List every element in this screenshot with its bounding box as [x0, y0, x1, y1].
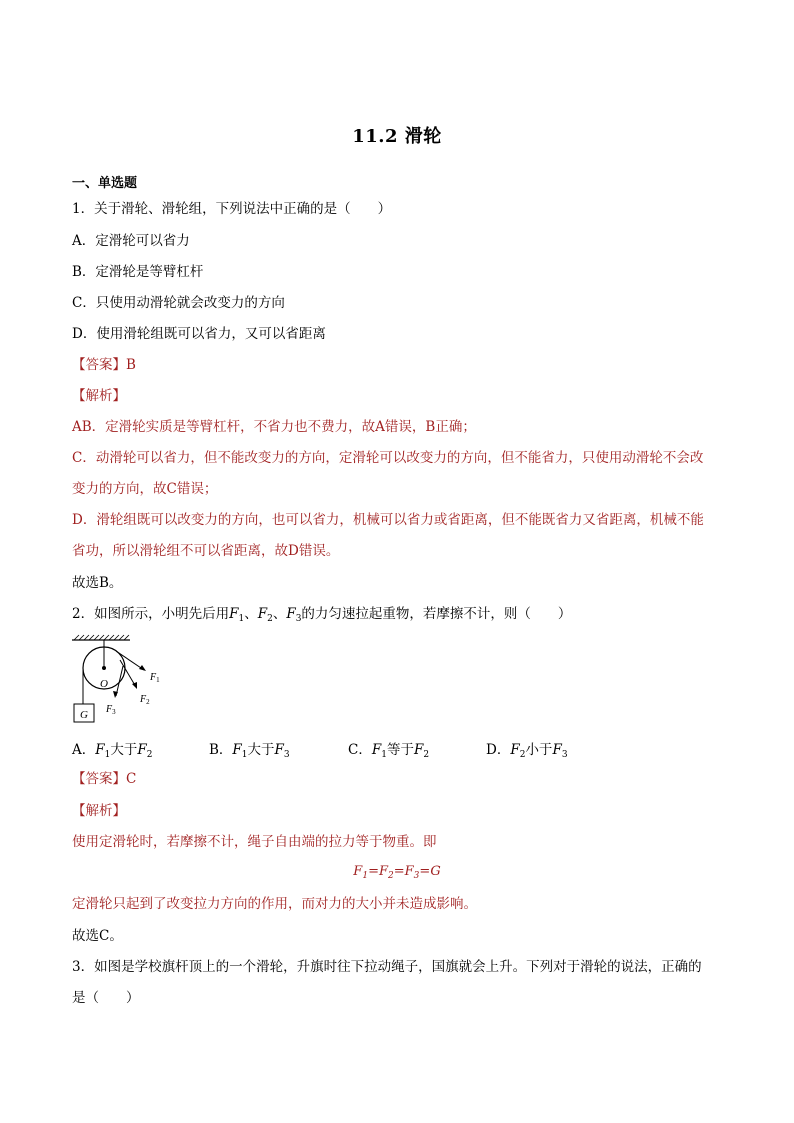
f2-label [139, 694, 150, 706]
q2-analysis: 使用定滑轮时，若摩擦不计，绳子自由端的拉力等于物重。即 [72, 834, 437, 850]
q1-analysis-label: 【解析】 [72, 388, 126, 404]
q2-analysis-label: 【解析】 [72, 803, 126, 819]
q2-option-c: C．$F_1$等于$F_2$ [348, 742, 430, 760]
q3-stem-line: 是（ ） [72, 990, 140, 1006]
q1-conclusion: 故选B。 [72, 575, 123, 591]
f3-label [105, 704, 116, 716]
f1-label [149, 672, 160, 684]
q1-analysis-line: 变力的方向，故C错误； [72, 481, 218, 497]
q2-option-b: B．$F_1$大于$F_3$ [209, 742, 290, 760]
q2-option-d: D．$F_2$小于$F_3$ [486, 742, 568, 760]
center-label: O [100, 678, 108, 690]
f2-symbol: F [140, 694, 147, 705]
q2-option-a: A．$F_1$大于$F_2$ [72, 742, 153, 760]
arrowhead-icon [139, 665, 146, 671]
q2-stem-text: 2．如图所示，小明先后用 [72, 606, 230, 622]
f3-sub: 3 [112, 708, 116, 716]
weight-label: G [80, 709, 88, 721]
q1-analysis-line: D．滑轮组既可以改变力的方向，也可以省力，机械可以省力或省距离，但不能既省力又省距离，机械不能 [72, 512, 704, 528]
separator: 、 [244, 606, 258, 622]
q2-analysis-2: 定滑轮只起到了改变拉力方向的作用，而对力的大小并未造成影响。 [72, 896, 477, 912]
q3-stem-line: 3．如图是学校旗杆顶上的一个滑轮，升旗时往下拉动绳子，国旗就会上升。下列对于滑轮的说法，正确的 [72, 959, 702, 975]
force-symbol: F [286, 606, 296, 622]
q1-option-d: D．使用滑轮组既可以省力，又可以省距离 [72, 326, 326, 342]
force-arrow-f2 [120, 660, 136, 687]
q1-stem: 1．关于滑轮、滑轮组，下列说法中正确的是（ ） [72, 201, 392, 217]
q2-formula: $F_1=F_2=F_3=G$ [353, 864, 441, 881]
arrowhead-icon [113, 691, 118, 698]
page-title: 11.2 滑轮 [352, 126, 442, 147]
pulley-diagram [70, 634, 180, 726]
q2-options [72, 738, 672, 758]
f1-sub: 1 [156, 676, 160, 684]
f2-sub: 2 [146, 698, 150, 706]
f1-symbol: F [150, 672, 157, 683]
subscript: 2 [267, 614, 273, 624]
force-symbol: F [257, 606, 268, 622]
force-arrow-f3 [116, 666, 123, 696]
q1-analysis-line: 省功，所以滑轮组不可以省距离，故D错误。 [72, 543, 340, 559]
separator: 、 [272, 606, 287, 622]
f3-symbol: F [106, 704, 113, 715]
pulley-axle [102, 666, 106, 670]
subscript: 1 [238, 614, 245, 624]
q1-answer: 【答案】B [72, 357, 136, 373]
q2-conclusion: 故选C。 [72, 928, 123, 944]
arrowhead-icon [132, 682, 137, 689]
q2-answer: 【答案】C [72, 771, 137, 787]
ceiling-hatch [74, 635, 129, 640]
q1-option-b: B．定滑轮是等臂杠杆 [72, 264, 204, 280]
q2-stem-text: 的力匀速拉起重物，若摩擦不计，则（ ） [301, 606, 572, 622]
subscript: 3 [295, 614, 302, 624]
q1-analysis-line: C．动滑轮可以省力，但不能改变力的方向，定滑轮可以改变力的方向，但不能省力，只使用动滑轮不会改 [72, 450, 704, 466]
q1-option-a: A．定滑轮可以省力 [72, 233, 190, 249]
q1-option-c: C．只使用动滑轮就会改变力的方向 [72, 295, 285, 311]
force-symbol: F [229, 606, 239, 622]
q2-stem [72, 605, 571, 628]
section-heading: 一、单选题 [72, 176, 138, 191]
q1-analysis-line: AB．定滑轮实质是等臂杠杆，不省力也不费力，故A错误，B正确； [72, 419, 476, 435]
